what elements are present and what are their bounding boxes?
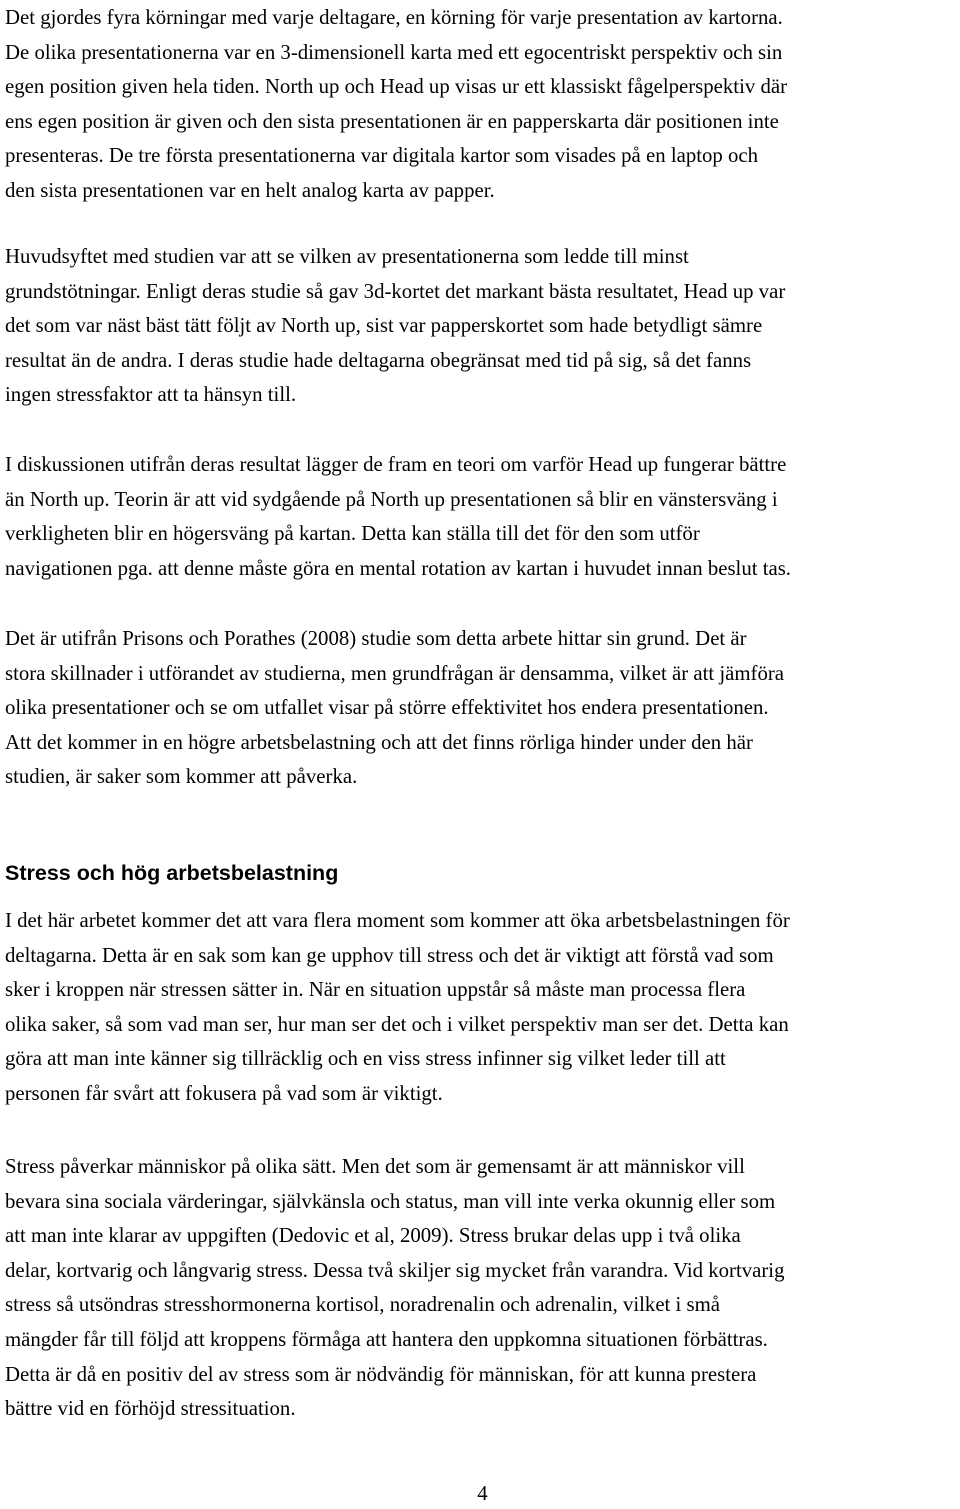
- text-line: resultat än de andra. I deras studie hade deltagarna obegränsat med tid på sig, så det fanns: [5, 348, 752, 372]
- text-line: olika saker, så som vad man ser, hur man ser det och i vilket perspektiv man ser det. Detta kan: [5, 1012, 789, 1036]
- text-line: Stress påverkar människor på olika sätt. Men det som är gemensamt är att människor vill: [5, 1155, 745, 1178]
- text-line: än North up. Teorin är att vid sydgående på North up presentationen så blir en vänstersväng i: [5, 487, 778, 511]
- text-line: sker i kroppen när stressen sätter in. När en situation uppstår så måste man processa flera: [5, 978, 746, 1002]
- paragraph-1: [5, 1, 787, 209]
- text-line: stora skillnader i utförandet av studierna, men grundfrågan är densamma, vilket är att jämföra: [5, 661, 785, 685]
- paragraph-5: [5, 904, 790, 1112]
- text-line: presenteras. De tre första presentationerna var digitala kartor som visades på en laptop och: [5, 144, 759, 168]
- text-line: att man inte klarar av uppgiften (Dedovic et al, 2009). Stress brukar delas upp i två olika: [5, 1224, 741, 1248]
- paragraph-3: [5, 448, 791, 586]
- text-line: De olika presentationerna var en 3-dimensionell karta med ett egocentriskt perspektiv och sin: [5, 40, 783, 64]
- text-line: Det är utifrån Prisons och Porathes (2008) studie som detta arbete hittar sin grund. Det är: [5, 627, 747, 650]
- text-line: stress så utsöndras stresshormonerna kortisol, noradrenalin och adrenalin, vilket i små: [5, 1293, 721, 1317]
- text-line: verkligheten blir en högersväng på kartan. Detta kan ställa till det för den som utför: [5, 522, 700, 546]
- text-line: studien, är saker som kommer att påverka.: [5, 765, 358, 789]
- document-page: [5, 0, 960, 1503]
- text-line: personen får svårt att fokusera på vad som är viktigt.: [5, 1081, 443, 1105]
- text-line: ingen stressfaktor att ta hänsyn till.: [5, 383, 297, 407]
- text-line: I diskussionen utifrån deras resultat lägger de fram en teori om varför Head up fungerar bättre: [5, 453, 787, 476]
- paragraph-6: [5, 1150, 785, 1427]
- text-line: navigationen pga. att denne måste göra en mental rotation av kartan i huvudet innan beslut tas.: [5, 556, 791, 580]
- text-line: egen position given hela tiden. North up och Head up visas ur ett klassiskt fågelperspektiv där: [5, 75, 788, 99]
- text-line: det som var näst bäst tätt följt av North up, sist var papperskortet som hade betydligt sämre: [5, 314, 763, 338]
- text-line: Huvudsyftet med studien var att se vilken av presentationerna som ledde till minst: [5, 245, 689, 268]
- text-line: ens egen position är given och den sista presentationen är en papperskarta där positionen inte: [5, 109, 779, 133]
- paragraph-4: [5, 622, 784, 795]
- text-line: grundstötningar. Enligt deras studie så gav 3d-kortet det markant bästa resultatet, Head up var: [5, 279, 786, 303]
- text-line: I det här arbetet kommer det att vara flera moment som kommer att öka arbetsbelastningen för: [5, 909, 790, 932]
- text-line: den sista presentationen var en helt analog karta av papper.: [5, 178, 495, 202]
- text-line: mängder får till följd att kroppens förmåga att hantera den uppkomna situationen förbättras.: [5, 1327, 768, 1351]
- text-line: olika presentationer och se om utfallet visar på större effektivitet hos endera presentationen.: [5, 696, 769, 720]
- text-line: delar, kortvarig och långvarig stress. Dessa två skiljer sig mycket från varandra. Vid kortvarig: [5, 1258, 785, 1282]
- text-line: Detta är då en positiv del av stress som är nödvändig för människan, för att kunna prestera: [5, 1362, 757, 1386]
- text-line: Det gjordes fyra körningar med varje deltagare, en körning för varje presentation av kartorna.: [5, 6, 783, 29]
- paragraph-2: [5, 240, 785, 413]
- page-number: 4: [477, 1482, 488, 1505]
- text-line: göra att man inte känner sig tillräcklig och en viss stress infinner sig vilket leder till att: [5, 1047, 726, 1071]
- text-line: bättre vid en förhöjd stressituation.: [5, 1397, 296, 1421]
- section-heading: Stress och hög arbetsbelastning: [5, 861, 339, 885]
- text-line: deltagarna. Detta är en sak som kan ge upphov till stress och det är viktigt att förstå vad som: [5, 943, 774, 967]
- text-line: Att det kommer in en högre arbetsbelastning och att det finns rörliga hinder under den här: [5, 730, 753, 754]
- text-line: bevara sina sociala värderingar, självkänsla och status, man vill inte verka okunnig eller som: [5, 1189, 776, 1213]
